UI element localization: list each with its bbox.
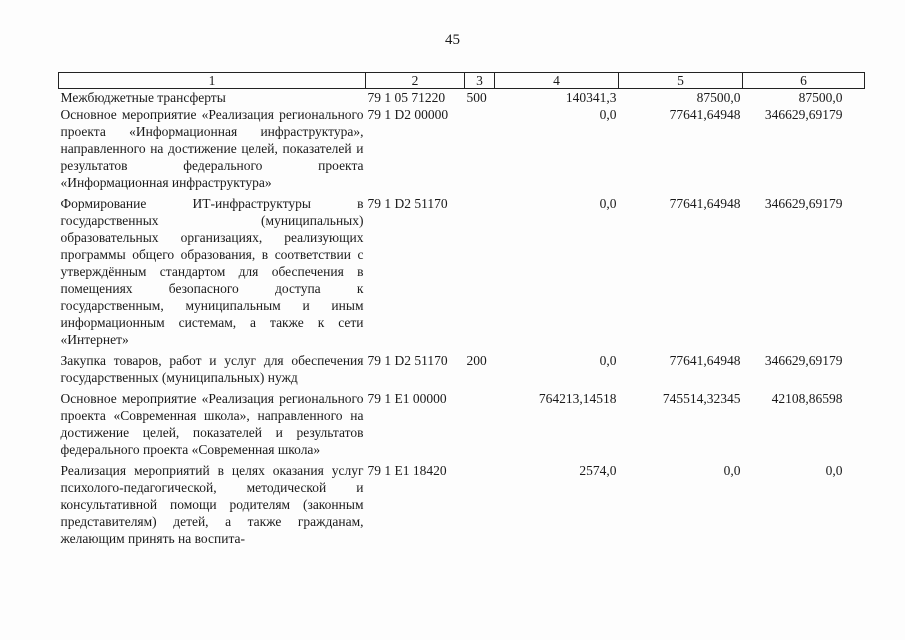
row-value-2: 77641,64948 xyxy=(669,353,741,368)
row-value-3: 346629,69179 xyxy=(764,107,843,122)
header-col-2: 2 xyxy=(366,73,465,89)
row-code: 79 1 E1 18420 xyxy=(367,463,447,478)
row-value-1: 0,0 xyxy=(599,353,617,368)
row-value-1: 140341,3 xyxy=(565,90,617,105)
table-row xyxy=(59,462,865,547)
budget-table xyxy=(58,72,865,547)
row-expense-type xyxy=(465,390,495,458)
row-name: Реализация мероприятий в целях оказания услуг психолого-педагогической, методической и консультативной помощи родителям (законным представителям) детей, а также гражданам, желающим принять на воспита- xyxy=(60,463,364,546)
row-name: Межбюджетные трансферты xyxy=(60,90,226,105)
row-code: 79 1 D2 00000 xyxy=(367,107,449,122)
row-name: Основное мероприятие «Реализация регионального проекта «Современная школа», направленного на достижение целей, показателей и результатов федерального проекта «Современная школа» xyxy=(60,391,364,457)
row-value-3: 42108,86598 xyxy=(771,391,843,406)
table-row xyxy=(59,195,865,348)
row-expense-type xyxy=(465,195,495,348)
row-value-1: 2574,0 xyxy=(579,463,617,478)
row-code: 79 1 05 71220 xyxy=(367,90,446,105)
row-value-2: 745514,32345 xyxy=(662,391,741,406)
row-value-3: 87500,0 xyxy=(798,90,843,105)
row-value-2: 77641,64948 xyxy=(669,107,741,122)
row-value-1: 764213,14518 xyxy=(538,391,617,406)
row-code: 79 1 E1 00000 xyxy=(367,391,447,406)
row-expense-type xyxy=(465,106,495,191)
table-row xyxy=(59,89,865,107)
row-value-2: 0,0 xyxy=(723,463,741,478)
row-value-3: 346629,69179 xyxy=(764,353,843,368)
header-col-1: 1 xyxy=(59,73,366,89)
page-number: 45 xyxy=(445,32,460,48)
row-code: 79 1 D2 51170 xyxy=(367,196,448,211)
header-col-3: 3 xyxy=(465,73,495,89)
row-value-2: 77641,64948 xyxy=(669,196,741,211)
row-name: Формирование ИТ-инфраструктуры в государственных (муниципальных) образовательных организациях, реализующих программы общего образования, в соответствии с утверждённым стандартом для обеспечения в помещениях безопасного доступа к государственным, муниципальным и иным информационным системам, а также к сети «Интернет» xyxy=(60,196,364,347)
table-row xyxy=(59,390,865,458)
row-expense-type: 200 xyxy=(466,353,487,368)
row-value-3: 346629,69179 xyxy=(764,196,843,211)
row-value-2: 87500,0 xyxy=(696,90,741,105)
header-col-4: 4 xyxy=(495,73,619,89)
table-row xyxy=(59,352,865,386)
row-name: Закупка товаров, работ и услуг для обеспечения государственных (муниципальных) нужд xyxy=(60,353,364,385)
row-name: Основное мероприятие «Реализация регионального проекта «Информационная инфраструктура», направленного на достижение целей, показателей и результатов федерального проекта «Информационная инфраструктура» xyxy=(60,107,364,190)
table-row xyxy=(59,106,865,191)
row-expense-type: 500 xyxy=(466,90,487,105)
header-col-5: 5 xyxy=(619,73,743,89)
row-code: 79 1 D2 51170 xyxy=(367,353,448,368)
table-header-row xyxy=(59,73,865,89)
row-expense-type xyxy=(465,462,495,547)
header-col-6: 6 xyxy=(743,73,865,89)
row-value-3: 0,0 xyxy=(825,463,843,478)
row-value-1: 0,0 xyxy=(599,107,617,122)
row-value-1: 0,0 xyxy=(599,196,617,211)
